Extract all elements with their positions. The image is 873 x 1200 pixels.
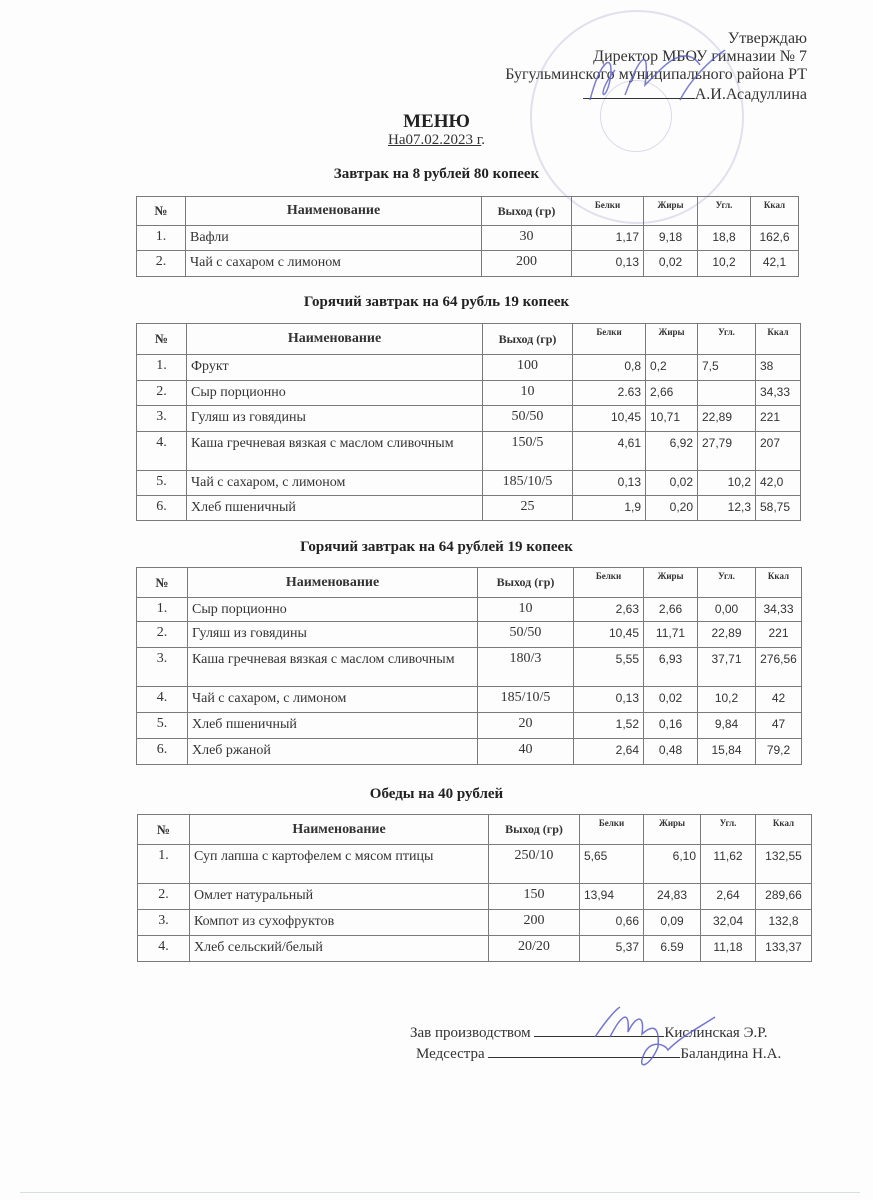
approval-label: Утверждаю xyxy=(727,30,807,47)
table-row xyxy=(138,910,812,936)
row-name: Вафли xyxy=(186,226,482,251)
section-title-hot-breakfast-2: Горячий завтрак на 64 рублей 19 копеек xyxy=(300,539,573,555)
row-protein: 0,13 xyxy=(574,687,644,713)
row-carbs: 0,00 xyxy=(698,598,756,622)
table-row xyxy=(137,713,802,739)
col-name: Наименование xyxy=(186,197,482,226)
row-num: 6. xyxy=(137,496,187,521)
row-name: Чай с сахаром с лимоном xyxy=(186,251,482,277)
table-header-row xyxy=(137,568,802,598)
approval-signer: А.И.Асадуллина xyxy=(694,86,807,103)
table-row xyxy=(137,471,801,496)
row-kcal: 34,33 xyxy=(756,381,801,406)
table-row xyxy=(138,845,812,884)
section-title-breakfast: Завтрак на 8 рублей 80 копеек xyxy=(333,166,540,182)
row-kcal: 289,66 xyxy=(756,884,812,910)
row-protein: 1,9 xyxy=(573,496,646,521)
staff-signature-icon xyxy=(590,1002,720,1072)
row-carbs: 12,3 xyxy=(698,496,756,521)
row-num: 1. xyxy=(137,598,188,622)
col-kcal: Ккал xyxy=(756,324,801,355)
row-yield: 250/10 xyxy=(489,845,580,884)
row-fat: 11,71 xyxy=(644,622,698,648)
table-row xyxy=(137,739,802,765)
col-kcal: Ккал xyxy=(756,568,802,598)
col-protein: Белки xyxy=(573,324,646,355)
col-protein: Белки xyxy=(574,568,644,598)
table-header-row xyxy=(137,197,799,226)
row-num: 6. xyxy=(137,739,188,765)
col-fat: Жиры xyxy=(646,324,698,355)
approval-district: Бугульминского муниципального района РТ xyxy=(505,66,807,83)
row-kcal: 221 xyxy=(756,406,801,432)
row-carbs: 22,89 xyxy=(698,406,756,432)
col-num: № xyxy=(138,815,190,845)
row-yield: 10 xyxy=(478,598,574,622)
row-num: 3. xyxy=(137,406,187,432)
row-yield: 20/20 xyxy=(489,936,580,962)
signature-name: Кислинская Э.Р. xyxy=(664,1025,768,1041)
row-num: 4. xyxy=(137,432,187,471)
row-carbs: 10,2 xyxy=(698,251,751,277)
row-name: Фрукт xyxy=(187,355,483,381)
table-row xyxy=(137,381,801,406)
row-name: Сыр порционно xyxy=(188,598,478,622)
section-title-hot-breakfast-1: Горячий завтрак на 64 рубль 19 копеек xyxy=(303,294,570,310)
row-num: 2. xyxy=(138,884,190,910)
row-yield: 50/50 xyxy=(478,622,574,648)
table-row xyxy=(137,687,802,713)
row-carbs: 10,2 xyxy=(698,471,756,496)
row-kcal: 58,75 xyxy=(756,496,801,521)
col-fat: Жиры xyxy=(644,815,701,845)
row-fat: 6,93 xyxy=(644,648,698,687)
row-carbs: 15,84 xyxy=(698,739,756,765)
row-protein: 2.63 xyxy=(573,381,646,406)
row-protein: 5,55 xyxy=(574,648,644,687)
row-name: Хлеб сельский/белый xyxy=(190,936,489,962)
row-carbs: 27,79 xyxy=(698,432,756,471)
row-name: Хлеб ржаной xyxy=(188,739,478,765)
page-title: МЕНЮ xyxy=(403,111,470,132)
col-yield: Выход (гр) xyxy=(489,815,580,845)
row-yield: 185/10/5 xyxy=(483,471,573,496)
table-header-row xyxy=(137,324,801,355)
row-kcal: 42,1 xyxy=(751,251,799,277)
row-protein: 5,65 xyxy=(580,845,644,884)
row-num: 4. xyxy=(138,936,190,962)
signature-role: Медсестра xyxy=(416,1046,485,1062)
row-name: Каша гречневая вязкая с маслом сливочным xyxy=(188,648,478,687)
row-name: Сыр порционно xyxy=(187,381,483,406)
col-name: Наименование xyxy=(190,815,489,845)
row-kcal: 79,2 xyxy=(756,739,802,765)
row-carbs: 7,5 xyxy=(698,355,756,381)
row-protein: 0,66 xyxy=(580,910,644,936)
table-header-row xyxy=(138,815,812,845)
col-num: № xyxy=(137,324,187,355)
row-protein: 2,63 xyxy=(574,598,644,622)
row-name: Чай с сахаром, с лимоном xyxy=(188,687,478,713)
row-kcal: 132,55 xyxy=(756,845,812,884)
row-num: 1. xyxy=(137,355,187,381)
col-carbs: Угл. xyxy=(698,324,756,355)
table-row xyxy=(137,622,802,648)
row-kcal: 47 xyxy=(756,713,802,739)
row-carbs xyxy=(698,381,756,406)
col-yield: Выход (гр) xyxy=(483,324,573,355)
row-num: 5. xyxy=(137,471,187,496)
col-name: Наименование xyxy=(187,324,483,355)
row-kcal: 42,0 xyxy=(756,471,801,496)
row-fat: 6,92 xyxy=(646,432,698,471)
row-kcal: 133,37 xyxy=(756,936,812,962)
row-protein: 1,52 xyxy=(574,713,644,739)
row-num: 5. xyxy=(137,713,188,739)
row-num: 2. xyxy=(137,381,187,406)
table-row xyxy=(137,648,802,687)
table-row xyxy=(137,226,799,251)
row-name: Гуляш из говядины xyxy=(188,622,478,648)
col-num: № xyxy=(137,197,186,226)
row-kcal: 132,8 xyxy=(756,910,812,936)
row-fat: 2,66 xyxy=(644,598,698,622)
row-protein: 13,94 xyxy=(580,884,644,910)
date-suffix: . xyxy=(481,132,485,148)
lunch-table xyxy=(137,814,812,962)
row-carbs: 37,71 xyxy=(698,648,756,687)
row-name: Гуляш из говядины xyxy=(187,406,483,432)
row-protein: 5,37 xyxy=(580,936,644,962)
row-num: 4. xyxy=(137,687,188,713)
row-yield: 30 xyxy=(482,226,572,251)
row-kcal: 276,56 xyxy=(756,648,802,687)
col-protein: Белки xyxy=(572,197,644,226)
col-yield: Выход (гр) xyxy=(482,197,572,226)
menu-date xyxy=(0,132,873,149)
table-row xyxy=(137,406,801,432)
row-fat: 0,48 xyxy=(644,739,698,765)
row-yield: 20 xyxy=(478,713,574,739)
row-carbs: 11,62 xyxy=(701,845,756,884)
date-value: 07.02.2023 г xyxy=(405,132,482,148)
row-num: 2. xyxy=(137,251,186,277)
row-kcal: 207 xyxy=(756,432,801,471)
col-yield: Выход (гр) xyxy=(478,568,574,598)
row-yield: 50/50 xyxy=(483,406,573,432)
row-protein: 0,13 xyxy=(573,471,646,496)
table-row xyxy=(138,936,812,962)
col-carbs: Угл. xyxy=(698,197,751,226)
row-fat: 0,02 xyxy=(646,471,698,496)
director-signature-icon xyxy=(580,40,730,110)
row-fat: 9,18 xyxy=(644,226,698,251)
row-name: Суп лапша с картофелем с мясом птицы xyxy=(190,845,489,884)
row-fat: 0,02 xyxy=(644,251,698,277)
row-yield: 10 xyxy=(483,381,573,406)
row-name: Хлеб пшеничный xyxy=(188,713,478,739)
row-num: 1. xyxy=(137,226,186,251)
col-carbs: Угл. xyxy=(701,815,756,845)
row-name: Каша гречневая вязкая с маслом сливочным xyxy=(187,432,483,471)
row-kcal: 162,6 xyxy=(751,226,799,251)
row-fat: 6,10 xyxy=(644,845,701,884)
row-carbs: 32,04 xyxy=(701,910,756,936)
row-kcal: 34,33 xyxy=(756,598,802,622)
row-yield: 180/3 xyxy=(478,648,574,687)
row-yield: 40 xyxy=(478,739,574,765)
section-title-lunch: Обеды на 40 рублей xyxy=(369,786,504,802)
row-name: Чай с сахаром, с лимоном xyxy=(187,471,483,496)
col-num: № xyxy=(137,568,188,598)
row-carbs: 22,89 xyxy=(698,622,756,648)
row-fat: 24,83 xyxy=(644,884,701,910)
row-yield: 185/10/5 xyxy=(478,687,574,713)
row-fat: 0,20 xyxy=(646,496,698,521)
row-kcal: 38 xyxy=(756,355,801,381)
row-yield: 150 xyxy=(489,884,580,910)
row-fat: 0,2 xyxy=(646,355,698,381)
col-fat: Жиры xyxy=(644,568,698,598)
row-num: 3. xyxy=(138,910,190,936)
row-protein: 10,45 xyxy=(573,406,646,432)
row-carbs: 2,64 xyxy=(701,884,756,910)
hot-breakfast-table-2 xyxy=(136,567,802,765)
row-protein: 10,45 xyxy=(574,622,644,648)
row-protein: 2,64 xyxy=(574,739,644,765)
row-carbs: 18,8 xyxy=(698,226,751,251)
row-kcal: 221 xyxy=(756,622,802,648)
table-row xyxy=(137,251,799,277)
approval-position: Директор МБОУ гимназии № 7 xyxy=(593,48,807,65)
row-fat: 0,02 xyxy=(644,687,698,713)
row-name: Хлеб пшеничный xyxy=(187,496,483,521)
row-fat: 0,09 xyxy=(644,910,701,936)
menu-header xyxy=(0,112,873,149)
table-row xyxy=(137,496,801,521)
table-row xyxy=(137,432,801,471)
breakfast-table xyxy=(136,196,799,277)
row-num: 3. xyxy=(137,648,188,687)
signature-role: Зав производством xyxy=(410,1025,531,1041)
col-kcal: Ккал xyxy=(751,197,799,226)
row-protein: 4,61 xyxy=(573,432,646,471)
signature-name: Баландина Н.А. xyxy=(680,1046,782,1062)
row-name: Компот из сухофруктов xyxy=(190,910,489,936)
row-fat: 2,66 xyxy=(646,381,698,406)
row-num: 2. xyxy=(137,622,188,648)
col-protein: Белки xyxy=(580,815,644,845)
date-prefix: На xyxy=(388,132,406,148)
row-protein: 0,8 xyxy=(573,355,646,381)
row-yield: 200 xyxy=(482,251,572,277)
table-row xyxy=(137,355,801,381)
hot-breakfast-table-1 xyxy=(136,323,801,521)
table-row xyxy=(137,598,802,622)
scan-edge-divider xyxy=(20,1192,860,1193)
row-name: Омлет натуральный xyxy=(190,884,489,910)
col-carbs: Угл. xyxy=(698,568,756,598)
row-fat: 10,71 xyxy=(646,406,698,432)
row-kcal: 42 xyxy=(756,687,802,713)
row-yield: 25 xyxy=(483,496,573,521)
row-carbs: 9,84 xyxy=(698,713,756,739)
col-kcal: Ккал xyxy=(756,815,812,845)
col-name: Наименование xyxy=(188,568,478,598)
row-yield: 150/5 xyxy=(483,432,573,471)
table-row xyxy=(138,884,812,910)
col-fat: Жиры xyxy=(644,197,698,226)
row-fat: 0,16 xyxy=(644,713,698,739)
row-yield: 200 xyxy=(489,910,580,936)
row-num: 1. xyxy=(138,845,190,884)
row-fat: 6.59 xyxy=(644,936,701,962)
row-yield: 100 xyxy=(483,355,573,381)
row-protein: 0,13 xyxy=(572,251,644,277)
row-carbs: 11,18 xyxy=(701,936,756,962)
row-carbs: 10,2 xyxy=(698,687,756,713)
row-protein: 1,17 xyxy=(572,226,644,251)
